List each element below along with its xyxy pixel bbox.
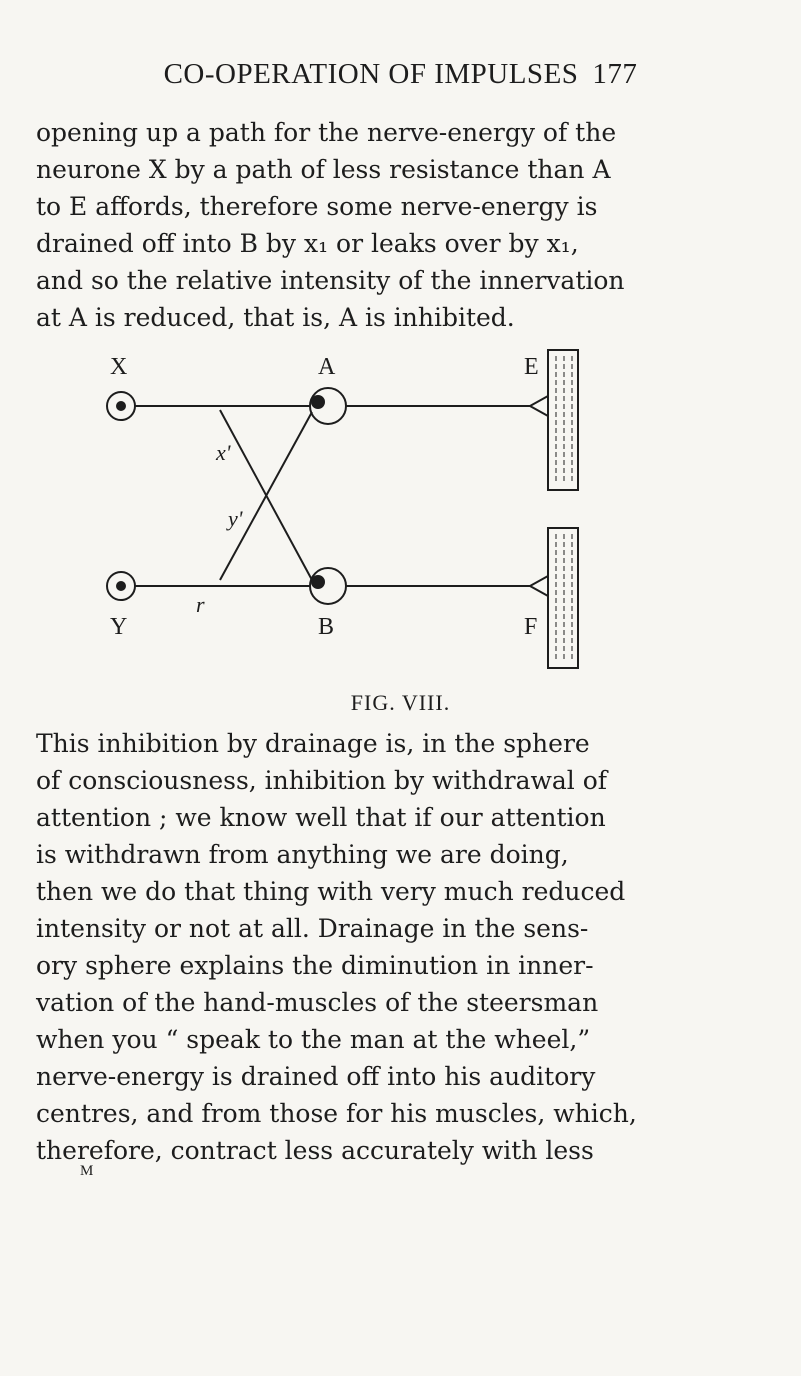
text-line: drained off into B by x₁ or leaks over by x₁, — [36, 229, 579, 258]
label-y: Y — [110, 614, 128, 640]
text-line: then we do that thing with very much reduced — [36, 877, 626, 906]
page-number: 177 — [592, 58, 638, 90]
running-header — [0, 58, 801, 91]
signature-mark: M — [80, 1163, 94, 1179]
text-line: This inhibition by drainage is, in the sphere — [36, 729, 590, 758]
muscle-e — [548, 350, 578, 490]
muscle-f — [548, 528, 578, 668]
diagram-svg — [100, 330, 620, 690]
text-line: ory sphere explains the diminution in inner- — [36, 951, 594, 980]
text-line: centres, and from those for his muscles, which, — [36, 1099, 637, 1128]
endplate-f — [530, 576, 548, 596]
text-line: nerve-energy is drained off into his auditory — [36, 1062, 596, 1091]
text-line: when you “ speak to the man at the wheel,” — [36, 1025, 591, 1054]
endplate-e — [530, 396, 548, 416]
text-line: vation of the hand-muscles of the steersman — [36, 988, 599, 1017]
paragraph-1 — [36, 114, 748, 336]
label-x: X — [110, 354, 128, 380]
text-line: is withdrawn from anything we are doing, — [36, 840, 569, 869]
label-r: r — [196, 592, 205, 617]
text-line: of consciousness, inhibition by withdrawal of — [36, 766, 608, 795]
neurone-a-nucleus — [312, 396, 324, 408]
label-b: B — [318, 614, 335, 640]
text-line: opening up a path for the nerve-energy of the — [36, 118, 617, 147]
text-line: intensity or not at all. Drainage in the sens- — [36, 914, 589, 943]
text-line: therefore, contract less accurately with less — [36, 1136, 594, 1165]
label-e: E — [524, 354, 539, 380]
text-line: to E affords, therefore some nerve-energy is — [36, 192, 598, 221]
label-f: F — [524, 614, 538, 640]
figure-caption: FIG. VIII. — [350, 690, 451, 715]
running-title: CO-OPERATION OF IMPULSES — [163, 58, 579, 90]
label-y-prime: y' — [228, 506, 243, 531]
label-a: A — [318, 354, 336, 380]
neurone-diagram — [100, 330, 620, 690]
text-line: at A is reduced, that is, A is inhibited. — [36, 303, 515, 332]
neurone-b-nucleus — [312, 576, 324, 588]
text-line: and so the relative intensity of the innervation — [36, 266, 625, 295]
paragraph-2 — [36, 725, 748, 1169]
text-line: attention ; we know well that if our attention — [36, 803, 606, 832]
text-line: neurone X by a path of less resistance than A — [36, 155, 611, 184]
label-x-prime: x' — [216, 440, 231, 465]
neurone-x-nucleus — [117, 402, 125, 410]
neurone-y-nucleus — [117, 582, 125, 590]
